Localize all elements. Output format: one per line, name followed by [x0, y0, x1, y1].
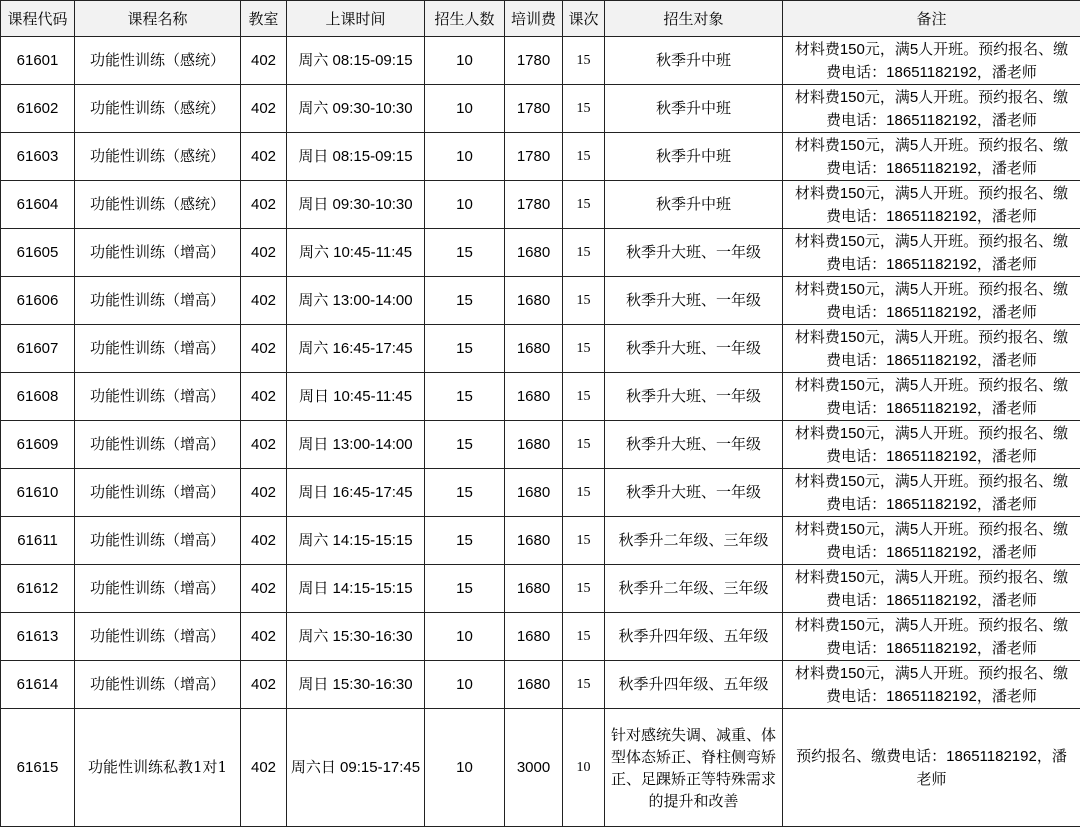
header-lessons: 课次 [563, 1, 605, 37]
enroll-count: 10 [425, 133, 505, 181]
enroll-count: 10 [425, 661, 505, 709]
lesson-count: 15 [563, 37, 605, 85]
enroll-count: 10 [425, 709, 505, 827]
target-students: 秋季升二年级、三年级 [605, 565, 783, 613]
class-time: 周六 16:45-17:45 [287, 325, 425, 373]
course-name: 功能性训练（感统） [75, 85, 241, 133]
target-students: 针对感统失调、减重、体型体态矫正、脊柱侧弯矫正、足踝矫正等特殊需求的提升和改善 [605, 709, 783, 827]
course-note: 材料费150元，满5人开班。预约报名、缴费电话：18651182192，潘老师 [783, 373, 1080, 421]
course-code: 61604 [1, 181, 75, 229]
course-note: 材料费150元，满5人开班。预约报名、缴费电话：18651182192，潘老师 [783, 85, 1080, 133]
table-row [1, 37, 1080, 85]
class-time: 周六 08:15-09:15 [287, 37, 425, 85]
enroll-count: 15 [425, 277, 505, 325]
header-fee: 培训费 [505, 1, 563, 37]
target-students: 秋季升大班、一年级 [605, 325, 783, 373]
table-row [1, 373, 1080, 421]
enroll-count: 15 [425, 565, 505, 613]
class-time: 周六日 09:15-17:45 [287, 709, 425, 827]
target-students: 秋季升大班、一年级 [605, 373, 783, 421]
course-code: 61608 [1, 373, 75, 421]
table-row [1, 85, 1080, 133]
lesson-count: 15 [563, 421, 605, 469]
class-time: 周日 14:15-15:15 [287, 565, 425, 613]
training-fee: 1680 [505, 373, 563, 421]
enroll-count: 10 [425, 613, 505, 661]
lesson-count: 15 [563, 373, 605, 421]
course-code: 61601 [1, 37, 75, 85]
course-name: 功能性训练（增高） [75, 373, 241, 421]
target-students: 秋季升二年级、三年级 [605, 517, 783, 565]
lesson-count: 15 [563, 277, 605, 325]
classroom: 402 [241, 277, 287, 325]
training-fee: 1780 [505, 37, 563, 85]
course-note: 材料费150元，满5人开班。预约报名、缴费电话：18651182192，潘老师 [783, 421, 1080, 469]
table-row [1, 517, 1080, 565]
course-name: 功能性训练（感统） [75, 37, 241, 85]
header-code: 课程代码 [1, 1, 75, 37]
target-students: 秋季升中班 [605, 85, 783, 133]
training-fee: 1680 [505, 421, 563, 469]
table-row [1, 613, 1080, 661]
class-time: 周六 10:45-11:45 [287, 229, 425, 277]
course-name: 功能性训练（增高） [75, 277, 241, 325]
course-code: 61615 [1, 709, 75, 827]
lesson-count: 15 [563, 85, 605, 133]
lesson-count: 15 [563, 613, 605, 661]
class-time: 周六 14:15-15:15 [287, 517, 425, 565]
course-name: 功能性训练（感统） [75, 181, 241, 229]
course-code: 61613 [1, 613, 75, 661]
course-note: 材料费150元，满5人开班。预约报名、缴费电话：18651182192，潘老师 [783, 229, 1080, 277]
target-students: 秋季升大班、一年级 [605, 277, 783, 325]
class-time: 周日 08:15-09:15 [287, 133, 425, 181]
table-row [1, 709, 1080, 827]
lesson-count: 15 [563, 565, 605, 613]
class-time: 周六 13:00-14:00 [287, 277, 425, 325]
classroom: 402 [241, 565, 287, 613]
training-fee: 1680 [505, 661, 563, 709]
course-name: 功能性训练（增高） [75, 325, 241, 373]
class-time: 周六 15:30-16:30 [287, 613, 425, 661]
enroll-count: 15 [425, 325, 505, 373]
enroll-count: 10 [425, 85, 505, 133]
header-name: 课程名称 [75, 1, 241, 37]
training-fee: 3000 [505, 709, 563, 827]
course-note: 材料费150元，满5人开班。预约报名、缴费电话：18651182192，潘老师 [783, 37, 1080, 85]
enroll-count: 15 [425, 229, 505, 277]
classroom: 402 [241, 133, 287, 181]
course-code: 61612 [1, 565, 75, 613]
lesson-count: 15 [563, 229, 605, 277]
course-note: 预约报名、缴费电话：18651182192，潘老师 [783, 709, 1080, 827]
course-name: 功能性训练（增高） [75, 421, 241, 469]
lesson-count: 15 [563, 133, 605, 181]
course-note: 材料费150元，满5人开班。预约报名、缴费电话：18651182192，潘老师 [783, 517, 1080, 565]
course-name: 功能性训练（增高） [75, 565, 241, 613]
lesson-count: 10 [563, 709, 605, 827]
target-students: 秋季升中班 [605, 133, 783, 181]
course-note: 材料费150元，满5人开班。预约报名、缴费电话：18651182192，潘老师 [783, 661, 1080, 709]
course-note: 材料费150元，满5人开班。预约报名、缴费电话：18651182192，潘老师 [783, 325, 1080, 373]
class-time: 周六 09:30-10:30 [287, 85, 425, 133]
classroom: 402 [241, 373, 287, 421]
enroll-count: 15 [425, 517, 505, 565]
table-row [1, 469, 1080, 517]
lesson-count: 15 [563, 661, 605, 709]
training-fee: 1680 [505, 517, 563, 565]
classroom: 402 [241, 37, 287, 85]
classroom: 402 [241, 613, 287, 661]
training-fee: 1680 [505, 613, 563, 661]
table-row [1, 229, 1080, 277]
training-fee: 1680 [505, 277, 563, 325]
course-name: 功能性训练（感统） [75, 133, 241, 181]
training-fee: 1680 [505, 565, 563, 613]
header-enroll: 招生人数 [425, 1, 505, 37]
course-code: 61607 [1, 325, 75, 373]
classroom: 402 [241, 709, 287, 827]
target-students: 秋季升大班、一年级 [605, 421, 783, 469]
classroom: 402 [241, 85, 287, 133]
course-code: 61602 [1, 85, 75, 133]
course-name: 功能性训练私教1对1 [75, 709, 241, 827]
lesson-count: 15 [563, 325, 605, 373]
course-code: 61606 [1, 277, 75, 325]
classroom: 402 [241, 661, 287, 709]
table-row [1, 565, 1080, 613]
target-students: 秋季升四年级、五年级 [605, 613, 783, 661]
training-fee: 1780 [505, 85, 563, 133]
table-row [1, 421, 1080, 469]
course-name: 功能性训练（增高） [75, 229, 241, 277]
header-row [1, 1, 1080, 37]
class-time: 周日 09:30-10:30 [287, 181, 425, 229]
table-row [1, 325, 1080, 373]
course-name: 功能性训练（增高） [75, 613, 241, 661]
enroll-count: 10 [425, 181, 505, 229]
course-note: 材料费150元，满5人开班。预约报名、缴费电话：18651182192，潘老师 [783, 613, 1080, 661]
classroom: 402 [241, 181, 287, 229]
course-code: 61605 [1, 229, 75, 277]
training-fee: 1680 [505, 469, 563, 517]
header-time: 上课时间 [287, 1, 425, 37]
training-fee: 1780 [505, 181, 563, 229]
course-note: 材料费150元，满5人开班。预约报名、缴费电话：18651182192，潘老师 [783, 469, 1080, 517]
target-students: 秋季升中班 [605, 181, 783, 229]
enroll-count: 10 [425, 37, 505, 85]
class-time: 周日 16:45-17:45 [287, 469, 425, 517]
course-code: 61614 [1, 661, 75, 709]
course-code: 61603 [1, 133, 75, 181]
course-note: 材料费150元，满5人开班。预约报名、缴费电话：18651182192，潘老师 [783, 133, 1080, 181]
lesson-count: 15 [563, 181, 605, 229]
target-students: 秋季升四年级、五年级 [605, 661, 783, 709]
course-name: 功能性训练（增高） [75, 517, 241, 565]
training-fee: 1680 [505, 325, 563, 373]
class-time: 周日 10:45-11:45 [287, 373, 425, 421]
class-time: 周日 13:00-14:00 [287, 421, 425, 469]
course-code: 61611 [1, 517, 75, 565]
target-students: 秋季升大班、一年级 [605, 229, 783, 277]
header-target: 招生对象 [605, 1, 783, 37]
course-note: 材料费150元，满5人开班。预约报名、缴费电话：18651182192，潘老师 [783, 181, 1080, 229]
course-name: 功能性训练（增高） [75, 661, 241, 709]
course-note: 材料费150元，满5人开班。预约报名、缴费电话：18651182192，潘老师 [783, 277, 1080, 325]
classroom: 402 [241, 421, 287, 469]
header-note: 备注 [783, 1, 1080, 37]
classroom: 402 [241, 469, 287, 517]
enroll-count: 15 [425, 469, 505, 517]
training-fee: 1780 [505, 133, 563, 181]
class-time: 周日 15:30-16:30 [287, 661, 425, 709]
enroll-count: 15 [425, 421, 505, 469]
course-name: 功能性训练（增高） [75, 469, 241, 517]
course-code: 61610 [1, 469, 75, 517]
course-code: 61609 [1, 421, 75, 469]
classroom: 402 [241, 229, 287, 277]
classroom: 402 [241, 325, 287, 373]
target-students: 秋季升大班、一年级 [605, 469, 783, 517]
target-students: 秋季升中班 [605, 37, 783, 85]
enroll-count: 15 [425, 373, 505, 421]
training-fee: 1680 [505, 229, 563, 277]
lesson-count: 15 [563, 517, 605, 565]
classroom: 402 [241, 517, 287, 565]
table-row [1, 661, 1080, 709]
course-note: 材料费150元，满5人开班。预约报名、缴费电话：18651182192，潘老师 [783, 565, 1080, 613]
table-row [1, 277, 1080, 325]
header-room: 教室 [241, 1, 287, 37]
lesson-count: 15 [563, 469, 605, 517]
table-row [1, 181, 1080, 229]
table-row [1, 133, 1080, 181]
